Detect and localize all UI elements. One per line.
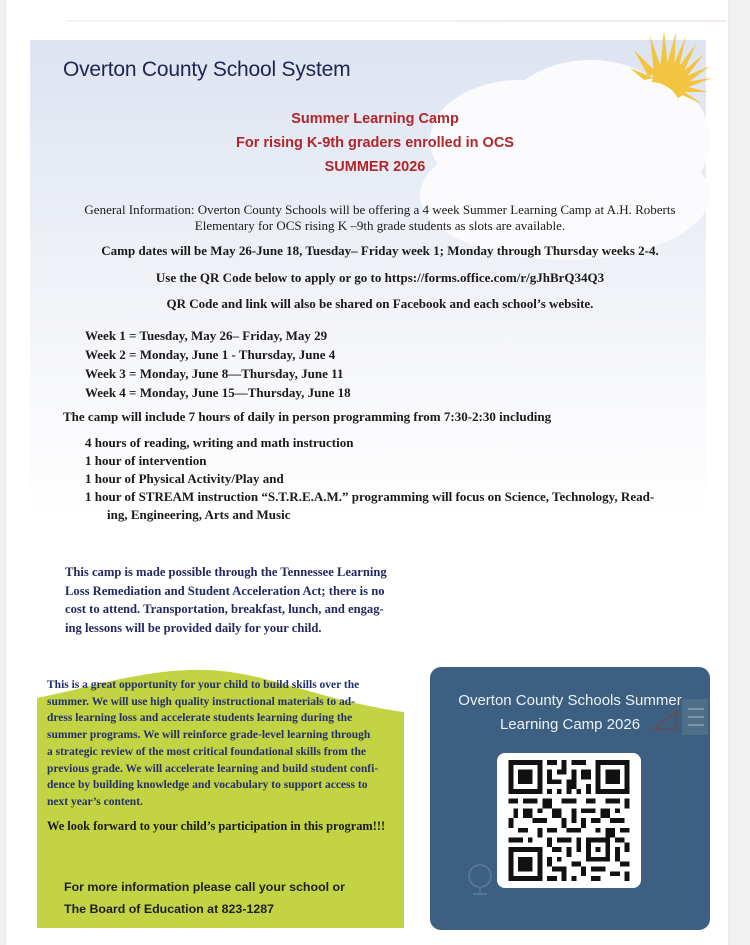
programming-item: 1 hour of Physical Activity/Play and (85, 471, 284, 486)
programming-intro: The camp will include 7 hours of daily in person programming from 7:30-2:30 including (63, 409, 552, 424)
contact-info (64, 876, 345, 920)
general-info-line2: Elementary for OCS rising K –9th grade students as slots are available. (194, 218, 566, 233)
programming-item: 1 hour of STREAM instruction “S.T.R.E.A.M.” programming will focus on Science, Technology, Read- (85, 489, 655, 504)
contact-line: For more information please call your school or (64, 880, 345, 894)
season-heading: SUMMER 2026 (324, 159, 426, 175)
qr-code[interactable] (497, 753, 641, 888)
opportunity-line: summer. We will use high quality instructional materials to ad- (47, 695, 355, 708)
general-info-line1: General Information: Overton County Schools will be offering a 4 week Summer Learning Camp at A.H. Roberts (84, 202, 676, 217)
funding-line: cost to attend. Transportation, breakfast, lunch, and engag- (65, 602, 384, 616)
week-item: Week 2 = Monday, June 1 - Thursday, June 4 (85, 347, 336, 362)
organization-title: Overton County School System (63, 58, 351, 81)
opportunity-line: previous grade. We will accelerate learning and build student confi- (47, 762, 379, 775)
qr-card-title-line1: Overton County Schools Summer (458, 692, 682, 709)
opportunity-line: dress learning loss and accelerate students learning during the (47, 712, 353, 725)
opportunity-paragraph (47, 677, 417, 811)
contact-phone: The Board of Education at 823-1287 (64, 902, 275, 916)
qr-card-title (430, 689, 710, 737)
scan-artifact-line (66, 20, 726, 22)
funding-line: Loss Remediation and Student Acceleration Act; there is no (65, 583, 385, 598)
camp-title: Summer Learning Camp (291, 111, 459, 127)
qr-card-title-line2: Learning Camp 2026 (499, 716, 641, 733)
programming-item: 4 hours of reading, writing and math instruction (85, 435, 354, 450)
week-item: Week 3 = Monday, June 8—Thursday, June 11 (85, 366, 344, 381)
week-item: Week 1 = Tuesday, May 26– Friday, May 29 (85, 328, 328, 343)
programming-item-continued: ing, Engineering, Arts and Music (107, 507, 291, 522)
funding-paragraph (65, 563, 445, 637)
funding-line: ing lessons will be provided daily for your child. (65, 620, 322, 635)
programming-list (85, 434, 705, 524)
week-schedule-list (85, 326, 351, 402)
opportunity-line: next year’s content. (47, 795, 143, 808)
funding-line: This camp is made possible through the Tennessee Learning (65, 565, 387, 579)
camp-dates: Camp dates will be May 26-June 18, Tuesday– Friday week 1; Monday through Thursday weeks 2-4. (101, 243, 659, 258)
closing-statement: We look forward to your child’s participation in this program!!! (47, 819, 386, 833)
sun-icon (630, 30, 720, 120)
opportunity-line: summer programs. We will reinforce grade-level learning through (47, 729, 371, 742)
eligibility-heading: For rising K-9th graders enrolled in OCS (236, 135, 514, 151)
globe-icon (465, 862, 495, 896)
opportunity-line: This is a great opportunity for your child to build skills over the (47, 679, 360, 691)
qr-code-card (430, 667, 710, 930)
sharing-note: QR Code and link will also be shared on Facebook and each school’s website. (166, 296, 594, 311)
opportunity-line: dence by building knowledge and vocabulary to support access to (47, 779, 368, 792)
week-item: Week 4 = Monday, June 15—Thursday, June 18 (85, 385, 351, 400)
qr-code-icon (506, 760, 632, 881)
apply-instructions: Use the QR Code below to apply or go to https://forms.office.com/r/gJhBrQ34Q3 (155, 270, 605, 285)
programming-item: 1 hour of intervention (85, 453, 207, 468)
opportunity-line: a strategic review of the most critical foundational skills from the (47, 745, 366, 758)
